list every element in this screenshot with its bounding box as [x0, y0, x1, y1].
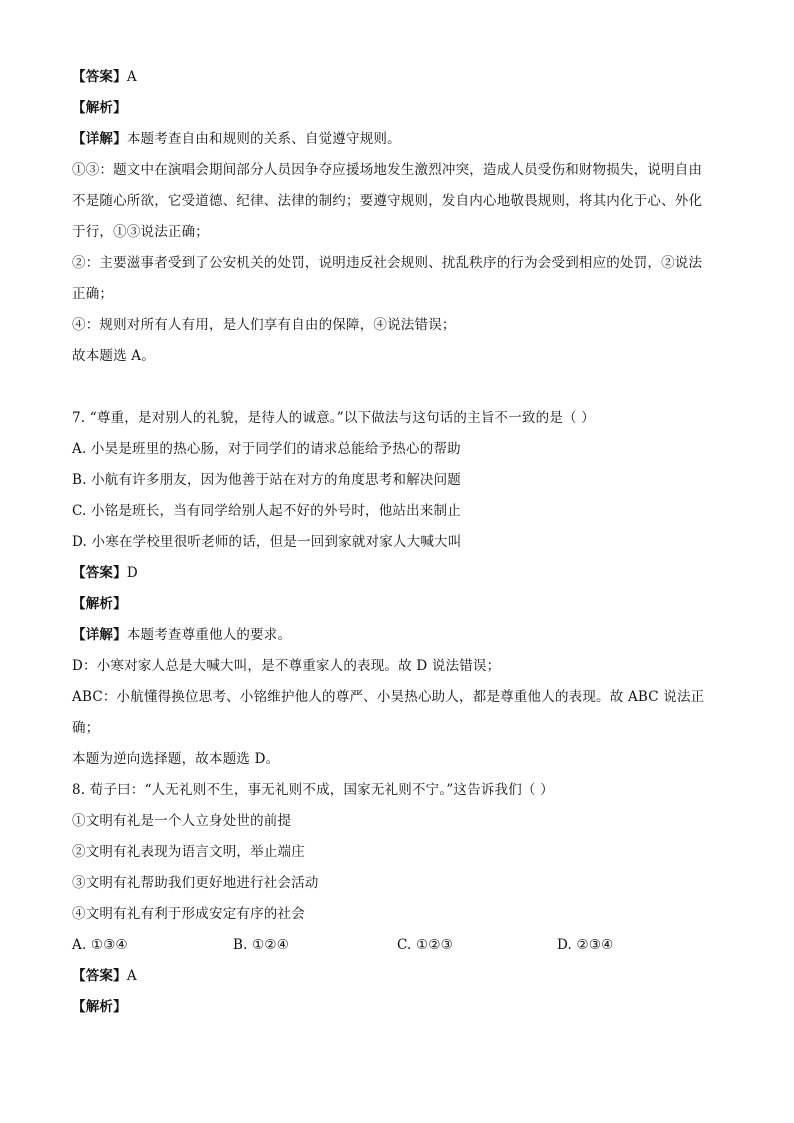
explanation-line: ②：主要滋事者受到了公安机关的处罚，说明违反社会规则、扰乱秩序的行为会受到相应的处罚，②说法: [72, 255, 703, 271]
analysis-line: [72, 992, 722, 1023]
answer-tag: 【答案】: [72, 968, 127, 984]
explanation-line: D：小寒对家人总是大喊大叫，是不尊重家人的表现。故 D 说法错误；: [72, 658, 501, 674]
answer-tag: 【答案】: [72, 565, 127, 581]
explanation-line: 本题为逆向选择题，故本题选 D。: [72, 751, 280, 767]
option-row: [72, 930, 722, 961]
option-a: A. 小昊是班里的热心肠，对于同学们的请求总能给予热心的帮助: [72, 441, 461, 457]
detail-tag: 【详解】: [72, 131, 127, 147]
analysis-line: [72, 93, 722, 124]
explanation-line: ABC：小航懂得换位思考、小铭维护他人的尊严、小昊热心助人，都是尊重他人的表现。故 ABC 说法正: [72, 689, 705, 705]
explanation-line: 确；: [72, 720, 100, 736]
explanation-line: ①③：题文中在演唱会期间部分人员因争夺应援场地发生激烈冲突，造成人员受伤和财物损失，说明自由: [72, 162, 703, 178]
option-d: D. 小寒在学校里很听老师的话，但是一回到家就对家人大喊大叫: [72, 534, 462, 550]
statement-item: ③文明有礼帮助我们更好地进行社会活动: [72, 875, 319, 891]
analysis-tag: 【解析】: [72, 100, 127, 116]
detail-text: 本题考查尊重他人的要求。: [126, 627, 292, 643]
explanation-line: ④：规则对所有人有用，是人们享有自由的保障，④说法错误；: [72, 317, 456, 333]
analysis-tag: 【解析】: [72, 999, 127, 1015]
statement-item: ②文明有礼表现为语言文明，举止端庄: [72, 844, 305, 860]
question-stem: 7. “尊重，是对别人的礼貌，是待人的诚意。”以下做法与这句话的主旨不一致的是（ ）: [72, 410, 595, 426]
option-c: C. 小铭是班长，当有同学给别人起不好的外号时，他站出来制止: [72, 503, 461, 519]
explanation-line: 故本题选 A。: [72, 348, 155, 364]
answer-value: A: [126, 69, 137, 85]
statement-item: ④文明有礼有利于形成安定有序的社会: [72, 906, 305, 922]
detail-text: 本题考查自由和规则的关系、自觉遵守规则。: [126, 131, 401, 147]
explanation-line: 不是随心所欲，它受道德、纪律、法律的制约；要遵守规则，发自内心地敬畏规则，将其内化于心、外化: [72, 193, 703, 209]
option-c: C. ①②③: [397, 937, 453, 953]
section-gap: [72, 372, 722, 403]
option-b: B. ①②④: [233, 937, 290, 953]
question-stem: 8. 荀子曰：“人无礼则不生，事无礼则不成，国家无礼则不宁。”这告诉我们（ ）: [72, 782, 554, 798]
statement-item: ①文明有礼是一个人立身处世的前提: [72, 813, 292, 829]
analysis-tag: 【解析】: [72, 596, 127, 612]
analysis-line: [72, 589, 722, 620]
detail-line: [72, 620, 722, 651]
answer-line: [72, 62, 722, 93]
detail-line: [72, 124, 722, 155]
answer-tag: 【答案】: [72, 69, 127, 85]
answer-value: D: [126, 565, 138, 581]
detail-tag: 【详解】: [72, 627, 127, 643]
option-d: D. ②③④: [557, 937, 614, 953]
answer-line: [72, 961, 722, 992]
answer-value: A: [126, 968, 137, 984]
option-a: A. ①③④: [72, 937, 128, 953]
document-page: [72, 62, 722, 1023]
answer-line: [72, 558, 722, 589]
option-b: B. 小航有许多朋友，因为他善于站在对方的角度思考和解决问题: [72, 472, 462, 488]
explanation-line: 于行，①③说法正确；: [72, 224, 209, 240]
explanation-line: 正确；: [72, 286, 114, 302]
